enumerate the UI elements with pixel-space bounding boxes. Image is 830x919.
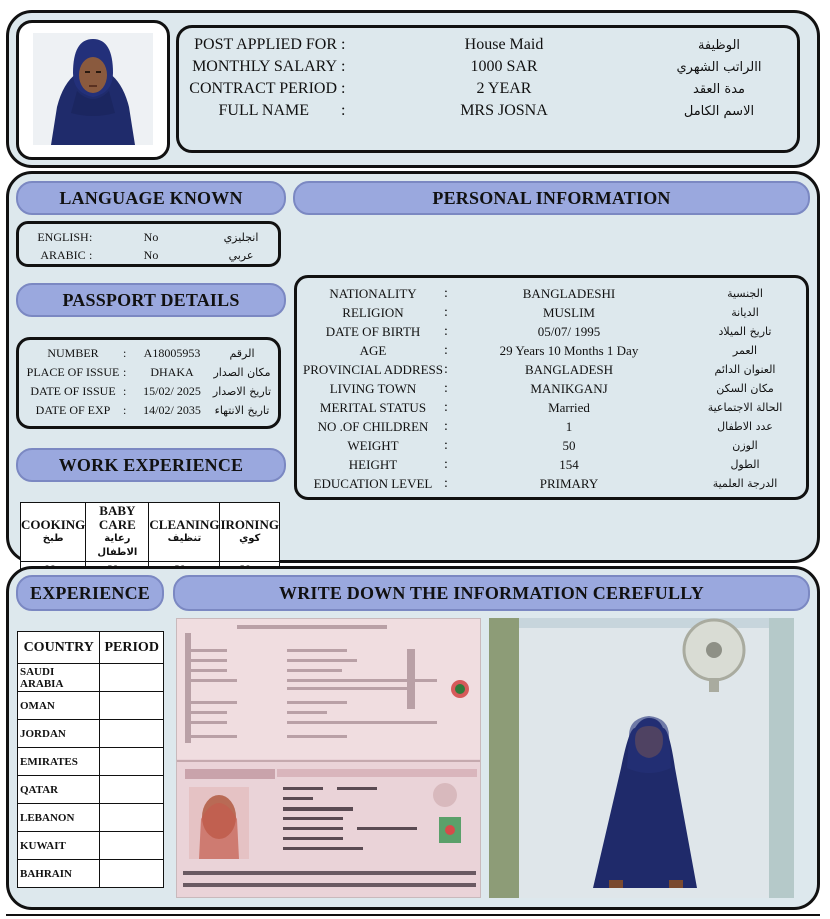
full-body-photo: [489, 618, 794, 898]
personal-row: [297, 322, 806, 341]
personal-label: MERITAL STATUS: [319, 399, 427, 415]
personal-colon: :: [444, 437, 448, 453]
personal-row: [297, 417, 806, 436]
period-cell: [100, 664, 164, 692]
experience-row: [18, 748, 164, 776]
experience-row: [18, 692, 164, 720]
personal-value: Married: [548, 399, 590, 415]
personal-colon: :: [444, 285, 448, 301]
language-box: [16, 221, 281, 267]
field-label: CONTRACT PERIOD: [189, 80, 337, 97]
personal-label: DATE OF BIRTH: [325, 323, 421, 339]
country-cell: QATAR: [18, 776, 100, 804]
passport-scan-image: [176, 618, 481, 898]
personal-arabic: الدرجة العلمية: [712, 477, 778, 490]
work-skill-ar: رعاية الاطفال: [97, 533, 138, 558]
period-cell: [100, 720, 164, 748]
post-applied-row: [179, 34, 797, 56]
personal-value: 50: [562, 437, 576, 453]
personal-label: NATIONALITY: [329, 285, 417, 301]
experience-row: [18, 776, 164, 804]
work-skill-en: IRONING: [220, 517, 279, 532]
period-cell: [100, 776, 164, 804]
country-cell: EMIRATES: [18, 748, 100, 776]
language-colon: :: [89, 229, 93, 244]
language-row-arabic: [19, 246, 278, 264]
personal-value: MANIKGANJ: [530, 380, 608, 396]
personal-arabic: الحالة الاجتماعية: [707, 401, 783, 414]
country-cell: JORDAN: [18, 720, 100, 748]
personal-information-heading: PERSONAL INFORMATION: [293, 181, 810, 215]
field-label: POST APPLIED FOR: [194, 36, 337, 53]
field-value: 1000 SAR: [470, 58, 538, 75]
language-arabic: عربي: [228, 248, 254, 262]
bottom-rule: [6, 914, 820, 916]
language-value: No: [143, 247, 159, 262]
field-label: FULL NAME: [218, 102, 309, 119]
personal-label: PROVINCIAL ADDRESS: [303, 361, 444, 377]
header-info-box: [176, 25, 800, 153]
work-skill-ar: تنظيف: [167, 533, 202, 544]
period-cell: [100, 860, 164, 888]
personal-value: 154: [559, 456, 579, 472]
passport-colon: :: [123, 346, 127, 360]
passport-arabic: الرقم: [229, 347, 255, 360]
write-carefully-heading: WRITE DOWN THE INFORMATION CEREFULLY: [173, 575, 810, 611]
field-label: MONTHLY SALARY: [192, 58, 337, 75]
woman-in-hijab-icon: [33, 33, 153, 145]
personal-row: [297, 379, 806, 398]
field-value: MRS JOSNA: [460, 102, 548, 119]
language-label: ARABIC: [40, 247, 86, 262]
personal-row: [297, 474, 806, 493]
personal-label: EDUCATION LEVEL: [313, 475, 433, 491]
country-cell: BAHRAIN: [18, 860, 100, 888]
experience-row: [18, 832, 164, 860]
personal-row: [297, 436, 806, 455]
personal-colon: :: [444, 380, 448, 396]
experience-row: [18, 804, 164, 832]
field-value: 2 YEAR: [476, 80, 532, 97]
personal-row: [297, 360, 806, 379]
work-skill-en: COOKING: [21, 517, 86, 532]
personal-row: [297, 303, 806, 322]
full-name-row: [179, 100, 797, 122]
work-skill-ar: طبخ: [42, 533, 64, 544]
personal-colon: :: [444, 418, 448, 434]
personal-colon: :: [444, 456, 448, 472]
passport-label: NUMBER: [47, 346, 99, 360]
passport-row: [19, 401, 278, 420]
experience-header-row: [18, 632, 164, 664]
passport-row: [19, 363, 278, 382]
work-header-row: [21, 503, 280, 562]
personal-colon: :: [444, 475, 448, 491]
language-colon: :: [89, 247, 93, 262]
passport-colon: :: [123, 403, 127, 417]
personal-label: HEIGHT: [348, 456, 398, 472]
personal-value: MUSLIM: [542, 304, 595, 320]
language-row-english: [19, 228, 278, 246]
field-colon: :: [341, 80, 346, 97]
work-skill-en: BABY CARE: [98, 503, 136, 532]
personal-info-box: [294, 275, 809, 500]
field-colon: :: [341, 102, 346, 119]
passport-arabic: مكان الصدار: [213, 366, 271, 379]
personal-value: 1: [565, 418, 573, 434]
passport-row: [19, 344, 278, 363]
work-skill-en: CLEANING: [149, 517, 220, 532]
standing-woman-photo-icon: [489, 618, 794, 898]
passport-value: DHAKA: [150, 365, 194, 379]
field-arabic: الوظيفة: [697, 37, 741, 53]
profile-photo-frame: [16, 20, 170, 160]
work-column-header: [21, 503, 86, 562]
language-value: No: [143, 229, 159, 244]
personal-arabic: عدد الاطفال: [717, 420, 773, 433]
personal-arabic: تاريخ الميلاد: [718, 325, 772, 338]
passport-details-heading: PASSPORT DETAILS: [16, 283, 286, 317]
passport-value: A18005953: [143, 346, 201, 360]
language-known-heading: LANGUAGE KNOWN: [16, 181, 286, 215]
field-arabic: االراتب الشهري: [676, 59, 762, 75]
personal-label: AGE: [359, 342, 387, 358]
personal-label: WEIGHT: [347, 437, 399, 453]
personal-colon: :: [444, 342, 448, 358]
passport-colon: :: [123, 365, 127, 379]
personal-arabic: الجنسية: [727, 287, 763, 300]
language-label: ENGLISH: [37, 229, 89, 244]
passport-label: PLACE OF ISSUE: [26, 365, 120, 379]
personal-value: 05/07/ 1995: [537, 323, 601, 339]
personal-label: NO .OF CHILDREN: [317, 418, 429, 434]
field-colon: :: [341, 36, 346, 53]
work-column-header: [220, 503, 280, 562]
experience-row: [18, 860, 164, 888]
passport-label: DATE OF EXP: [35, 403, 111, 417]
period-cell: [100, 692, 164, 720]
work-column-header: [149, 503, 220, 562]
period-cell: [100, 832, 164, 860]
personal-value: PRIMARY: [539, 475, 599, 491]
passport-value: 15/02/ 2025: [143, 384, 201, 398]
country-column-header: COUNTRY: [18, 632, 100, 664]
monthly-salary-row: [179, 56, 797, 78]
personal-value: BANGLADESHI: [522, 285, 616, 301]
personal-colon: :: [444, 399, 448, 415]
profile-photo: [33, 33, 153, 145]
personal-row: [297, 455, 806, 474]
field-colon: :: [341, 58, 346, 75]
field-value: House Maid: [464, 36, 544, 53]
work-column-header: [86, 503, 149, 562]
personal-arabic: العنوان الدائم: [714, 363, 776, 376]
country-cell: LEBANON: [18, 804, 100, 832]
passport-arabic: تاريخ الاصدار: [212, 385, 272, 398]
personal-value: BANGLADESH: [524, 361, 614, 377]
passport-value: 14/02/ 2035: [143, 403, 201, 417]
country-cell: KUWAIT: [18, 832, 100, 860]
passport-document-icon: [177, 619, 481, 898]
work-skill-ar: كوي: [239, 533, 261, 544]
experience-row: [18, 720, 164, 748]
contract-period-row: [179, 78, 797, 100]
personal-arabic: الطول: [730, 458, 760, 471]
period-cell: [100, 748, 164, 776]
field-arabic: مدة العقد: [693, 81, 745, 97]
passport-row: [19, 382, 278, 401]
work-experience-heading: WORK EXPERIENCE: [16, 448, 286, 482]
personal-row: [297, 284, 806, 303]
field-arabic: الاسم الكامل: [683, 103, 755, 119]
period-column-header: PERIOD: [100, 632, 164, 664]
personal-colon: :: [444, 304, 448, 320]
passport-label: DATE OF ISSUE: [30, 384, 116, 398]
personal-arabic: العمر: [732, 344, 758, 357]
passport-box: [16, 337, 281, 429]
personal-arabic: مكان السكن: [716, 382, 774, 395]
personal-arabic: الوزن: [732, 439, 758, 452]
personal-arabic: الديانة: [731, 306, 759, 319]
experience-heading: EXPERIENCE: [16, 575, 164, 611]
personal-value: 29 Years 10 Months 1 Day: [499, 342, 639, 358]
passport-arabic: تاريخ الانتهاء: [214, 404, 270, 417]
personal-row: [297, 341, 806, 360]
personal-colon: :: [444, 323, 448, 339]
experience-table: [17, 631, 164, 888]
country-cell: SAUDI ARABIA: [18, 664, 100, 692]
period-cell: [100, 804, 164, 832]
experience-row: [18, 664, 164, 692]
personal-colon: :: [444, 361, 448, 377]
country-cell: OMAN: [18, 692, 100, 720]
personal-label: LIVING TOWN: [329, 380, 417, 396]
language-arabic: انجليزي: [223, 230, 259, 244]
passport-colon: :: [123, 384, 127, 398]
personal-label: RELIGION: [342, 304, 404, 320]
personal-row: [297, 398, 806, 417]
